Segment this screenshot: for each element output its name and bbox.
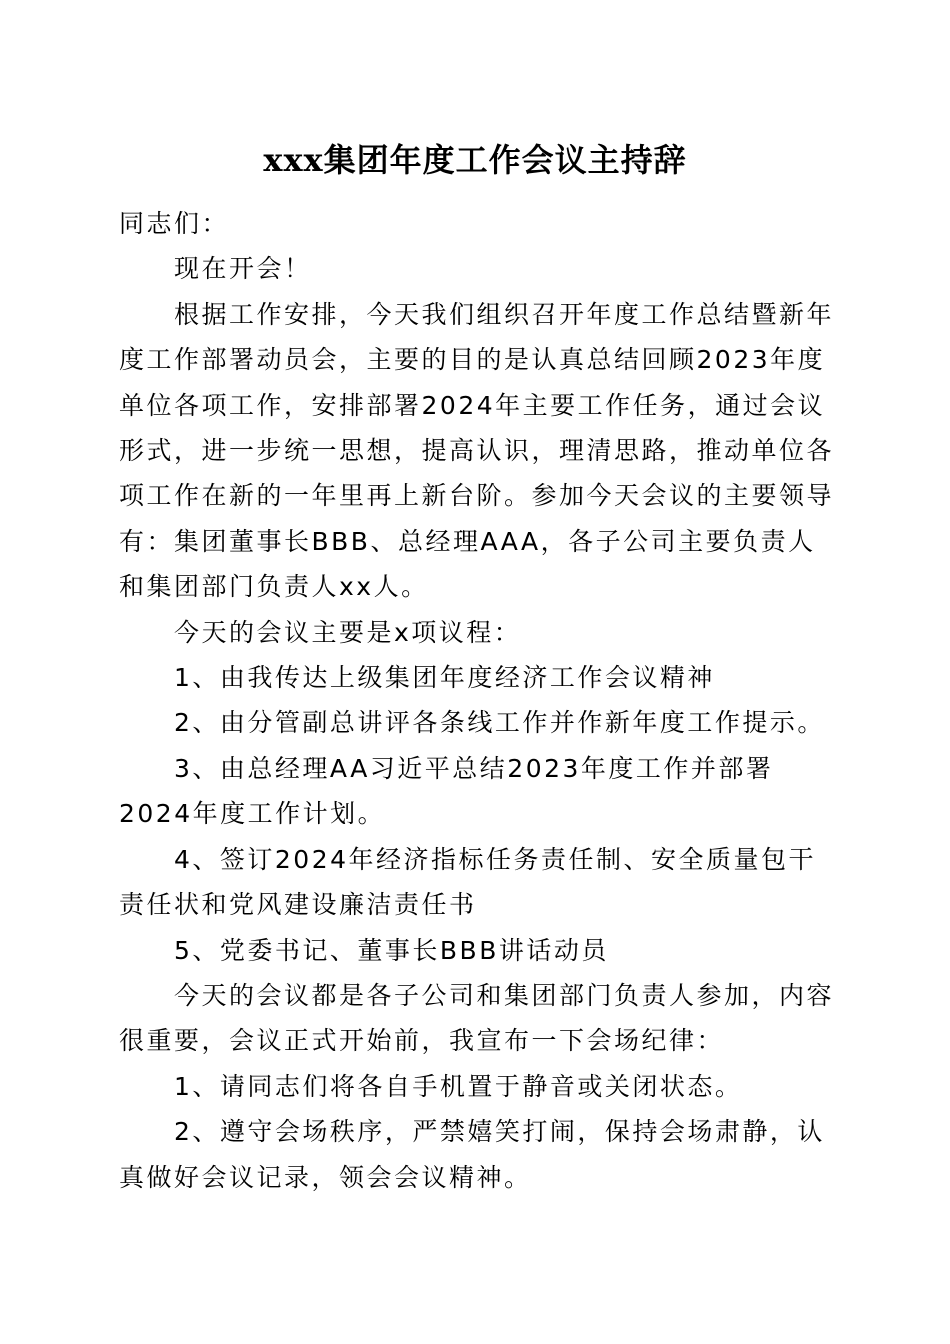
agenda-item-2: 2、由分管副总讲评各条线工作并作新年度工作提示。 bbox=[174, 708, 825, 738]
discipline-item-2: 2、遵守会场秩序，严禁嬉笑打闹，保持会场肃静，认真做好会议记录，领会会议精神。 bbox=[119, 1117, 825, 1192]
discipline-item-1: 1、请同志们将各自手机置于静音或关闭状态。 bbox=[174, 1071, 743, 1101]
agenda-item-4: 4、签订2024年经济指标任务责任制、安全质量包干责任状和党风建设廉洁责任书 bbox=[119, 844, 817, 920]
agenda-item-5: 5、党委书记、董事长BBB讲话动员 bbox=[174, 935, 609, 965]
paragraph-discipline-intro: 今天的会议都是各子公司和集团部门负责人参加，内容很重要，会议正式开始前，我宣布一下会场纪律： bbox=[119, 980, 835, 1056]
paragraph-agenda-intro: 今天的会议主要是x项议程： bbox=[174, 617, 522, 647]
document-title: xxx集团年度工作会议主持辞 bbox=[263, 141, 687, 179]
agenda-item-1: 1、由我传达上级集团年度经济工作会议精神 bbox=[174, 663, 715, 693]
paragraph-opening: 现在开会！ bbox=[174, 254, 312, 284]
document-body bbox=[119, 201, 837, 1200]
paragraph-purpose: 根据工作安排，今天我们组织召开年度工作总结暨新年度工作部署动员会，主要的目的是认真总结回顾2023年度单位各项工作，安排部署2024年主要工作任务，通过会议形式，进一步统一思想，提高认识，理清思路，推动单位各项工作在新的一年里再上新台阶。参加今天会议的主要领导有：集团董事长BBB、总经理AAA，各子公司主要负责人和集团部门负责人xx人。 bbox=[119, 299, 835, 602]
greeting: 同志们： bbox=[119, 209, 230, 238]
agenda-item-3: 3、由总经理AA习近平总结2023年度工作并部署2024年度工作计划。 bbox=[119, 753, 774, 829]
